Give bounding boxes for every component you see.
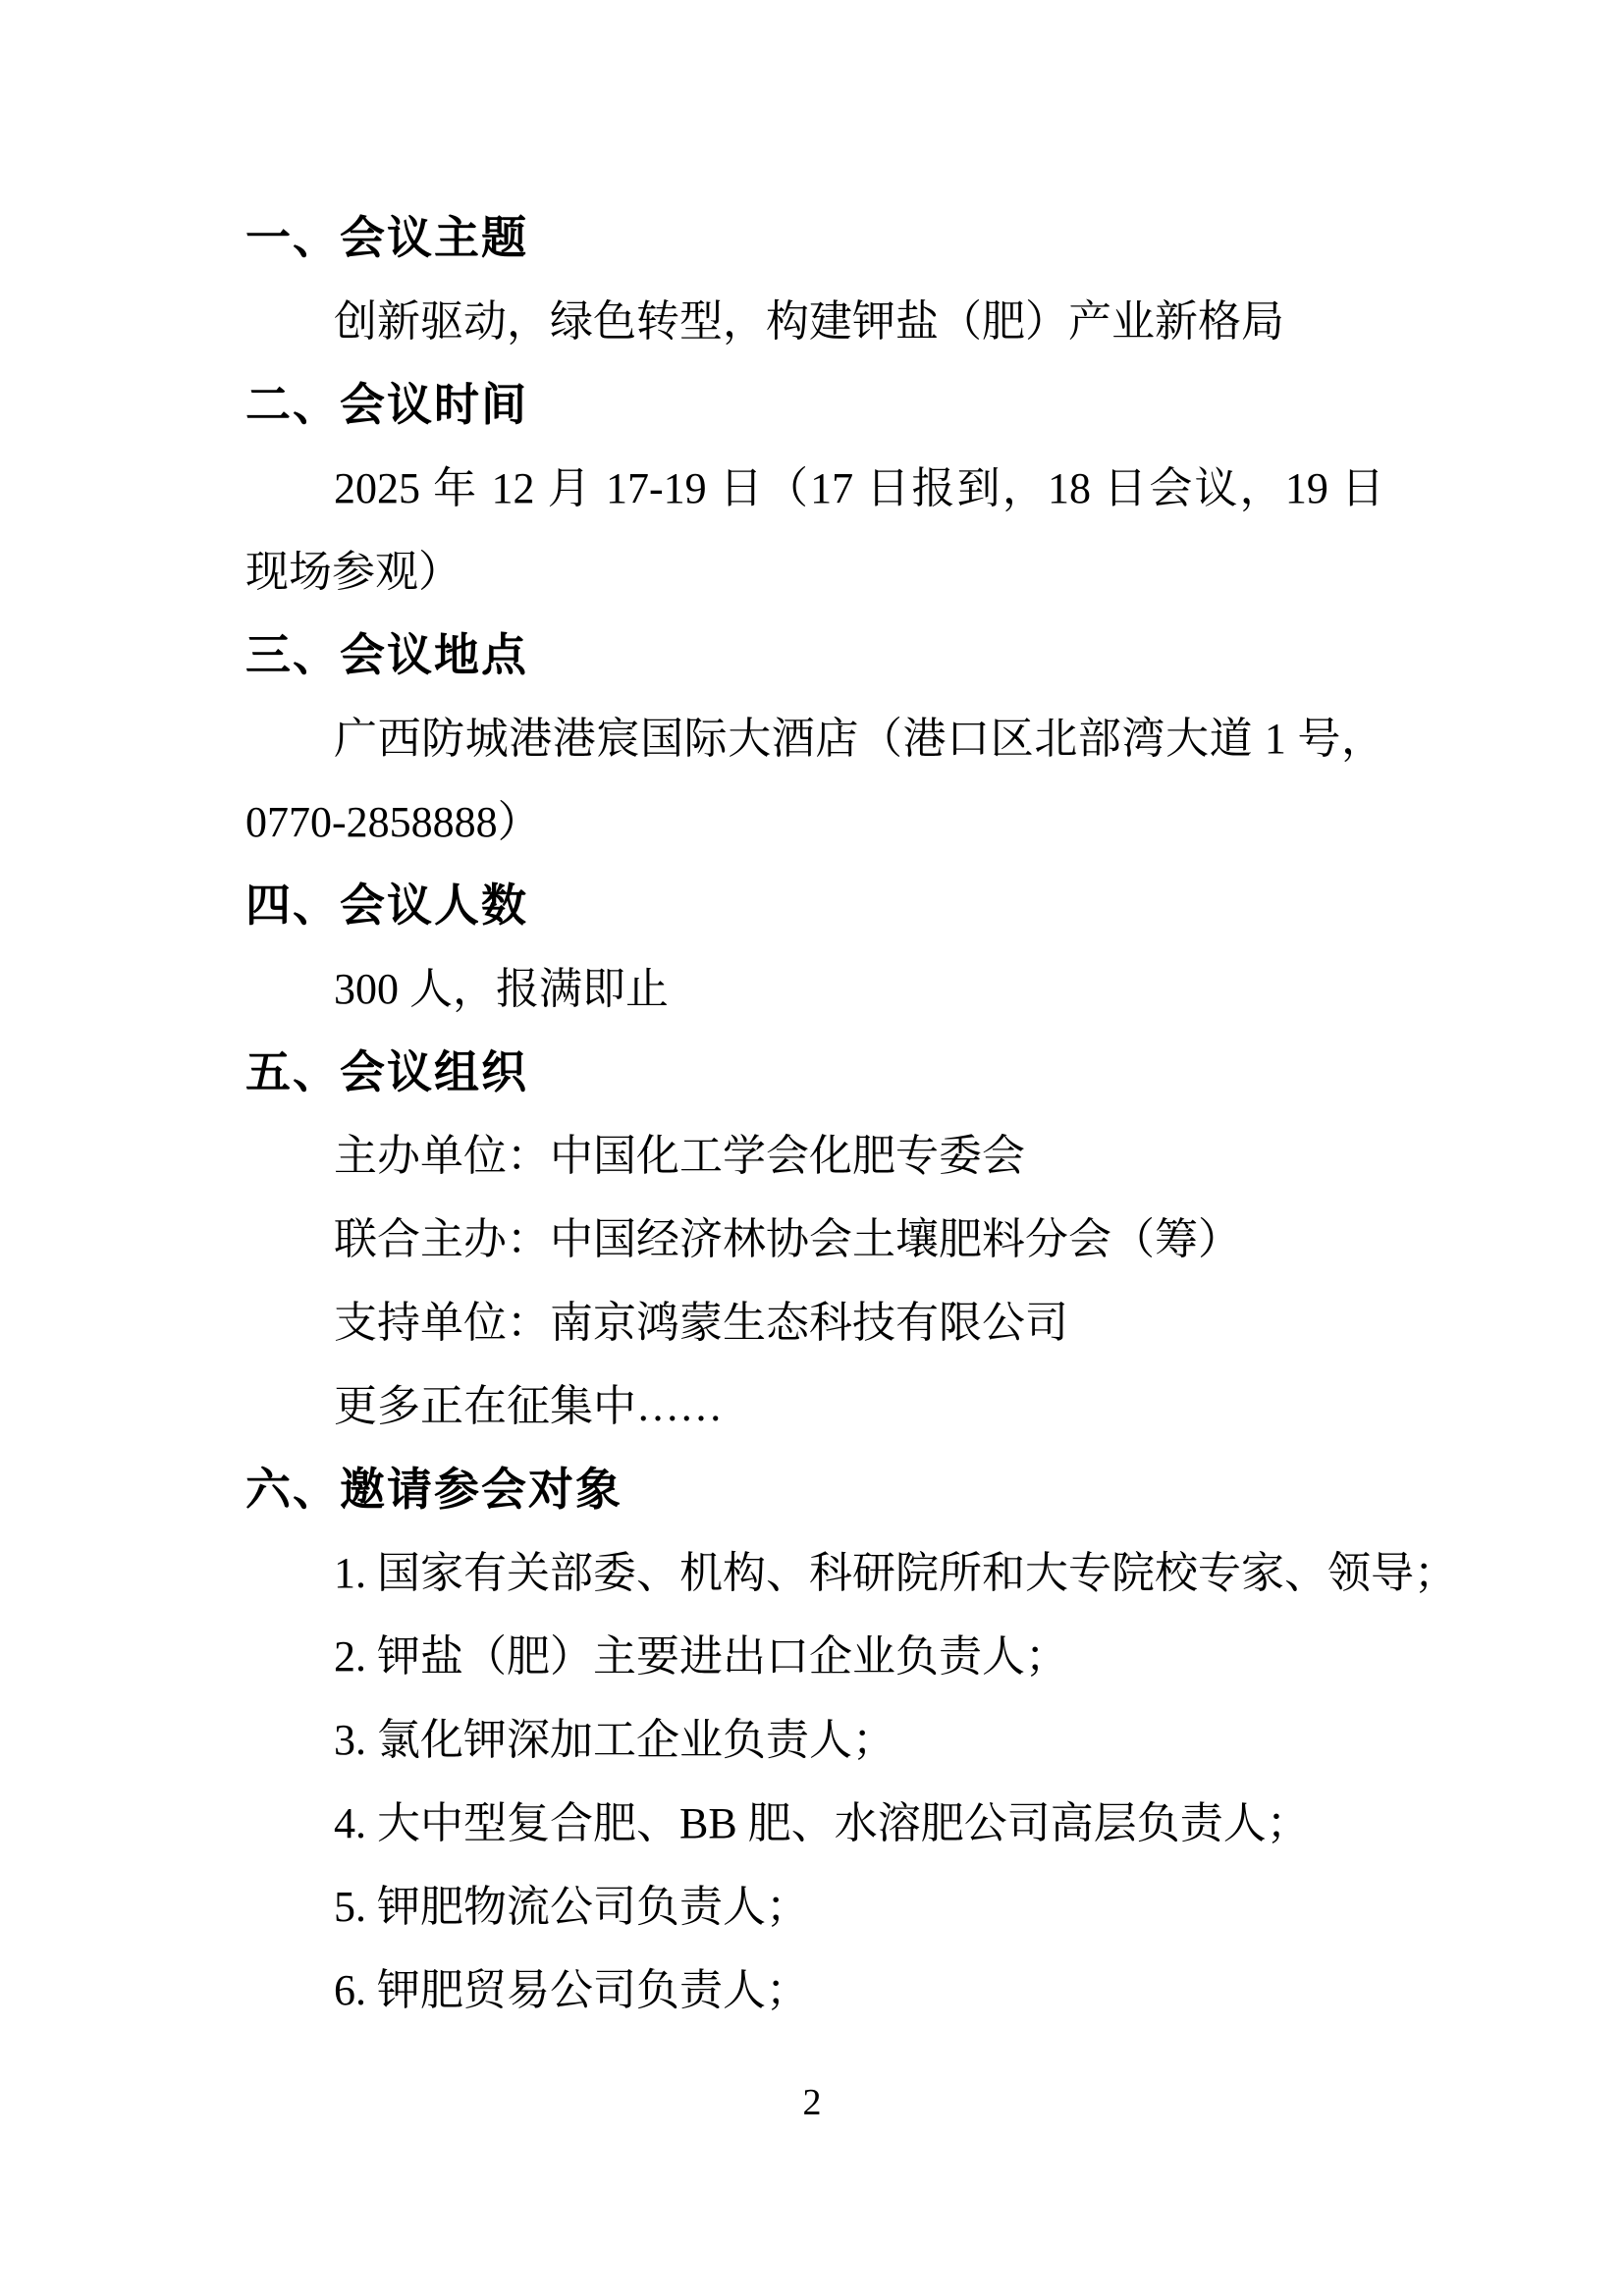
section-heading-4: 四、会议人数 [245, 880, 528, 931]
list-item: 3. 氯化钾深加工企业负责人； [334, 1716, 895, 1764]
list-item: 2. 钾盐（肥）主要进出口企业负责人； [334, 1632, 1068, 1681]
paragraph-line: 2025 年 12 月 17-19 日（17 日报到，18 日会议，19 日 [334, 464, 1384, 512]
paragraph-line: 0770-2858888） [245, 798, 541, 846]
section-heading-5: 五、会议组织 [245, 1046, 528, 1097]
page-number: 2 [802, 2082, 822, 2123]
paragraph-line: 主办单位：中国化工学会化肥专委会 [334, 1132, 1025, 1180]
paragraph-line: 创新驱动，绿色转型，构建钾盐（肥）产业新格局 [334, 297, 1284, 346]
list-item: 5. 钾肥物流公司负责人； [334, 1883, 809, 1931]
section-heading-1: 一、会议主题 [245, 212, 528, 263]
list-item: 1. 国家有关部委、机构、科研院所和大专院校专家、领导； [334, 1549, 1457, 1597]
paragraph-line: 联合主办：中国经济林协会土壤肥料分会（筹） [334, 1215, 1241, 1263]
list-item: 6. 钾肥贸易公司负责人； [334, 1966, 809, 2014]
section-heading-6: 六、邀请参会对象 [245, 1464, 623, 1515]
paragraph-line: 更多正在征集中…… [334, 1382, 723, 1430]
list-item: 4. 大中型复合肥、BB 肥、水溶肥公司高层负责人； [334, 1799, 1310, 1847]
paragraph-line: 广西防城港港宸国际大酒店（港口区北部湾大道 1 号， [334, 715, 1384, 763]
paragraph-line: 现场参观） [245, 548, 461, 596]
paragraph-line: 支持单位：南京鸿蒙生态科技有限公司 [334, 1299, 1068, 1347]
section-heading-3: 三、会议地点 [245, 629, 528, 680]
paragraph-line: 300 人，报满即止 [334, 965, 669, 1013]
section-heading-2: 二、会议时间 [245, 379, 528, 430]
